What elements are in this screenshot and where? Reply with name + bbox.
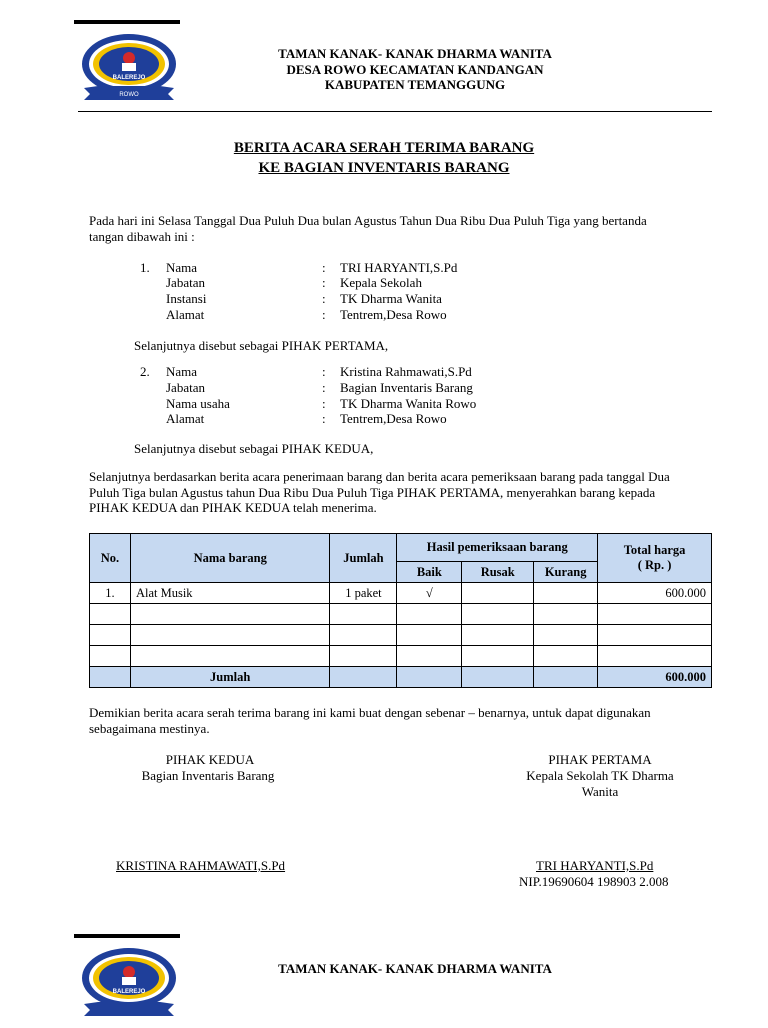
party1-label: Instansi bbox=[166, 291, 207, 306]
sign-right-name: TRI HARYANTI,S.Pd bbox=[536, 858, 654, 873]
school-name: TAMAN KANAK- KANAK DHARMA WANITA bbox=[278, 46, 552, 61]
cell-baik: √ bbox=[397, 583, 462, 604]
table-row-empty bbox=[90, 646, 712, 667]
table-row-empty bbox=[90, 625, 712, 646]
header-total-line2: ( Rp. ) bbox=[637, 558, 672, 572]
party1-label: Jabatan bbox=[166, 275, 205, 290]
party2-label: Nama bbox=[166, 364, 198, 379]
body-line3: PIHAK KEDUA dan PIHAK KEDUA telah menerima. bbox=[89, 500, 377, 515]
party1-label: Alamat bbox=[166, 307, 205, 322]
cell-total: 600.000 bbox=[598, 583, 712, 604]
closing-line1: Demikian berita acara serah terima barang ini kami buat dengan sebenar – benarnya, untuk dapat digunakan bbox=[89, 705, 651, 720]
header-total-harga bbox=[598, 534, 712, 583]
party1-colon: : bbox=[322, 307, 326, 322]
sign-right-nip: NIP.19690604 198903 2.008 bbox=[519, 874, 669, 889]
header-no: No. bbox=[90, 534, 131, 583]
party1-label: Nama bbox=[166, 260, 198, 275]
party1-designation: Selanjutnya disebut sebagai PIHAK PERTAMA, bbox=[134, 338, 389, 353]
intro-line2: tangan dibawah ini : bbox=[89, 229, 195, 244]
doc-title-line2: KE BAGIAN INVENTARIS BARANG bbox=[258, 160, 510, 176]
doc-title-line1: BERITA ACARA SERAH TERIMA BARANG bbox=[233, 140, 535, 156]
party2-colon: : bbox=[322, 364, 326, 379]
sign-left-name: KRISTINA RAHMAWATI,S.Pd bbox=[116, 858, 286, 873]
header-kurang: Kurang bbox=[534, 562, 598, 583]
party1-value: TK Dharma Wanita bbox=[340, 291, 442, 306]
party2-designation: Selanjutnya disebut sebagai PIHAK KEDUA, bbox=[134, 441, 374, 456]
party2-label: Nama usaha bbox=[166, 396, 230, 411]
table-row bbox=[90, 583, 712, 604]
party2-value: Bagian Inventaris Barang bbox=[340, 380, 473, 395]
header-baik: Baik bbox=[397, 562, 462, 583]
header-jumlah: Jumlah bbox=[330, 534, 397, 583]
cell-no: 1. bbox=[90, 583, 131, 604]
table-row-empty bbox=[90, 604, 712, 625]
header-hasil-pemeriksaan: Hasil pemeriksaan barang bbox=[397, 534, 598, 562]
table-total-row bbox=[90, 667, 712, 688]
body-line2: Puluh Tiga bulan Agustus tahun Dua Ribu Dua Puluh Tiga PIHAK PERTAMA, menyerahkan barang kepada bbox=[89, 485, 656, 500]
party1-value: Tentrem,Desa Rowo bbox=[340, 307, 447, 322]
party2-colon: : bbox=[322, 396, 326, 411]
table-header-row bbox=[90, 534, 712, 562]
body-line1: Selanjutnya berdasarkan berita acara penerimaan barang dan berita acara pemeriksaan barang pada tanggal Dua bbox=[89, 469, 670, 484]
party2-value: Kristina Rahmawati,S.Pd bbox=[340, 364, 472, 379]
total-value: 600.000 bbox=[598, 667, 712, 688]
items-table bbox=[89, 533, 712, 688]
sign-right-role1: Kepala Sekolah TK Dharma bbox=[526, 768, 674, 783]
sign-left-role: Bagian Inventaris Barang bbox=[141, 768, 275, 783]
header-rule bbox=[78, 111, 712, 112]
party1-value: TRI HARYANTI,S.Pd bbox=[340, 260, 458, 275]
school-logo-next-page bbox=[78, 944, 180, 1024]
party2-label: Alamat bbox=[166, 411, 205, 426]
total-label: Jumlah bbox=[130, 667, 330, 688]
header-top-bar bbox=[74, 20, 180, 24]
party2-value: TK Dharma Wanita Rowo bbox=[340, 396, 477, 411]
sign-right-role2: Wanita bbox=[581, 784, 619, 799]
school-regency: KABUPATEN TEMANGGUNG bbox=[324, 77, 506, 92]
cell-rusak bbox=[462, 583, 534, 604]
party2-label: Jabatan bbox=[166, 380, 205, 395]
school-district: DESA ROWO KECAMATAN KANDANGAN bbox=[286, 62, 544, 77]
party2-number: 2. bbox=[140, 364, 150, 379]
party1-colon: : bbox=[322, 275, 326, 290]
sign-left-title: PIHAK KEDUA bbox=[165, 752, 255, 767]
party1-value: Kepala Sekolah bbox=[340, 275, 422, 290]
party2-colon: : bbox=[322, 411, 326, 426]
school-name-next-page: TAMAN KANAK- KANAK DHARMA WANITA bbox=[278, 961, 552, 976]
intro-line1: Pada hari ini Selasa Tanggal Dua Puluh Dua bulan Agustus Tahun Dua Ribu Dua Puluh Tiga yang bertanda bbox=[89, 213, 647, 228]
logo-text: BALEREJO bbox=[112, 75, 146, 81]
header-rusak: Rusak bbox=[462, 562, 534, 583]
footer-top-bar bbox=[74, 934, 180, 938]
closing-line2: sebagaimana mestinya. bbox=[89, 721, 210, 736]
header-nama-barang: Nama barang bbox=[130, 534, 330, 583]
party1-colon: : bbox=[322, 291, 326, 306]
cell-jumlah: 1 paket bbox=[330, 583, 397, 604]
party2-value: Tentrem,Desa Rowo bbox=[340, 411, 447, 426]
sign-right-title: PIHAK PERTAMA bbox=[548, 752, 652, 767]
logo-ribbon-text: ROWO bbox=[119, 92, 139, 98]
party2-colon: : bbox=[322, 380, 326, 395]
party1-colon: : bbox=[322, 260, 326, 275]
party1-number: 1. bbox=[140, 260, 150, 275]
school-logo bbox=[78, 30, 180, 108]
logo-text-next-page: BALEREJO bbox=[112, 989, 146, 995]
cell-kurang bbox=[534, 583, 598, 604]
header-total-line1: Total harga bbox=[623, 543, 686, 557]
cell-nama: Alat Musik bbox=[130, 583, 330, 604]
